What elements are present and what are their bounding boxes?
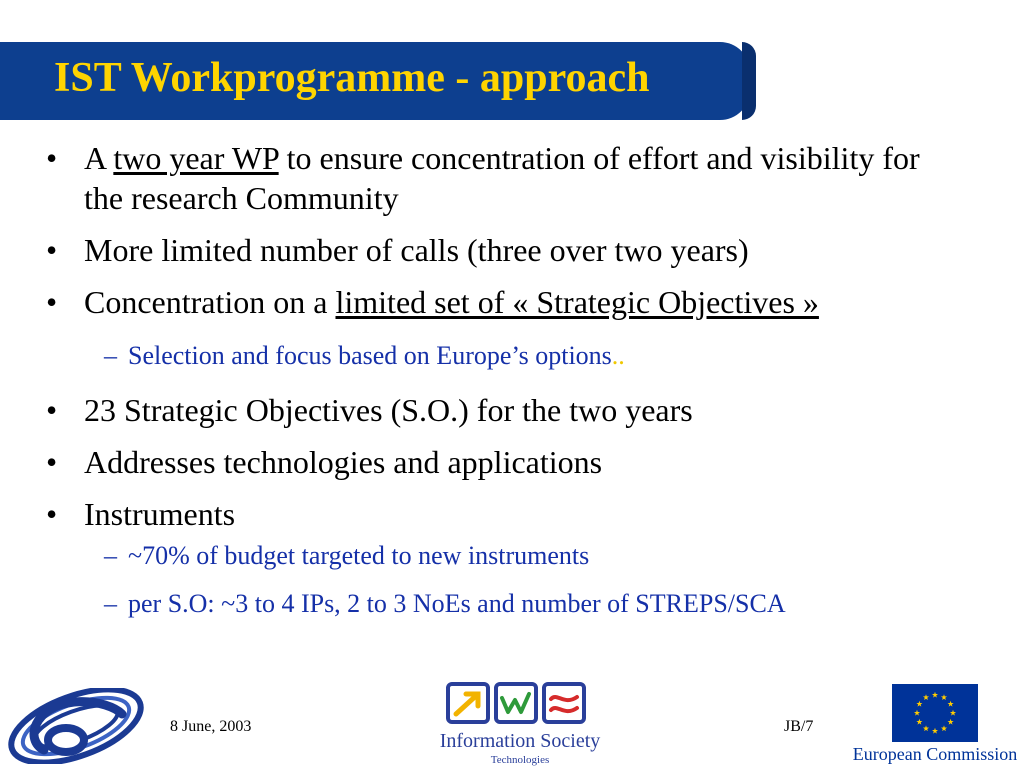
european-commission-logo: [850, 684, 1020, 768]
eu-flag-icon: [892, 684, 978, 742]
footer-page-number: JB/7: [784, 718, 814, 735]
sub-bullet-budget: [104, 540, 984, 572]
sub-bullet-text: Selection and focus based on Europe’s options: [128, 341, 612, 370]
bullet-text-underlined: two year WP: [113, 140, 279, 176]
bullet-text: More limited number of calls (three over two years): [84, 232, 749, 268]
dash-marker: –: [104, 589, 117, 618]
bullet-instruments: [46, 494, 946, 534]
bullet-concentration: [46, 282, 946, 322]
bullet-technologies: [46, 442, 946, 482]
bullet-text: Instruments: [84, 496, 236, 532]
footer-date: 8 June, 2003: [170, 718, 252, 735]
bullet-limited-calls: [46, 230, 946, 270]
bullet-marker: •: [46, 444, 58, 480]
bullet-text-pre: A: [84, 140, 114, 176]
bullet-text-post: to ensure concentration of effort and visibility for the research Community: [84, 140, 920, 216]
bullet-text: 23 Strategic Objectives (S.O.) for the two years: [84, 392, 693, 428]
dash-marker: –: [104, 541, 117, 570]
bullet-text: Addresses technologies and applications: [84, 444, 603, 480]
bullet-text-underlined: limited set of « Strategic Objectives »: [335, 284, 819, 320]
bullet-marker: •: [46, 232, 58, 268]
bullet-marker: •: [46, 140, 58, 176]
bullet-marker: •: [46, 392, 58, 428]
ist-logo-mark: [420, 680, 620, 730]
sub-bullet-text: ~70% of budget targeted to new instruments: [128, 541, 590, 570]
european-commission-label: European Commission: [852, 744, 1018, 764]
bullet-two-year-wp: [46, 138, 946, 218]
sub-bullet-per-so: [104, 588, 984, 620]
sub-bullet-selection-focus: [104, 340, 984, 372]
bullet-marker: •: [46, 496, 58, 532]
fp6-logo: [4, 688, 146, 764]
sub-bullet-text: per S.O: ~3 to 4 IPs, 2 to 3 NoEs and number of STREPS/SCA: [128, 589, 786, 618]
ist-logo-line1: Information Society: [439, 730, 601, 752]
slide-title: IST Workprogramme - approach: [54, 55, 650, 101]
sub-bullet-dots: ..: [611, 341, 625, 370]
bullet-marker: •: [46, 284, 58, 320]
ist-logo-line2: Technologies: [490, 754, 550, 766]
bullet-text-pre: Concentration on a: [84, 284, 336, 320]
dash-marker: –: [104, 341, 117, 370]
ist-logo: [420, 680, 620, 768]
bullet-23-objectives: [46, 390, 946, 430]
